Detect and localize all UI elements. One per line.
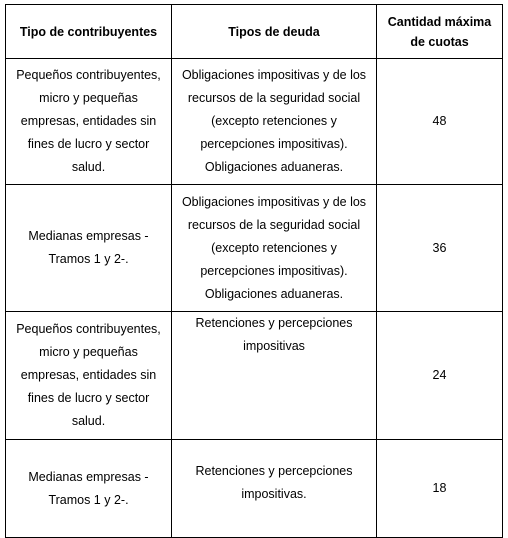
table-row	[6, 59, 503, 185]
table-row	[6, 440, 503, 538]
cell-tipo-contribuyentes: Pequeños contribuyentes, micro y pequeñas empresas, entidades sin fines de lucro y sector salud.	[6, 312, 172, 440]
cell-cuotas: 48	[377, 59, 503, 185]
header-tipo-contribuyentes: Tipo de contribuyentes	[6, 5, 172, 59]
table-body	[6, 59, 503, 538]
cell-cuotas: 36	[377, 185, 503, 312]
cell-tipo-contribuyentes: Medianas empresas - Tramos 1 y 2-.	[6, 440, 172, 538]
cell-tipos-deuda: Retenciones y percepciones impositivas.	[172, 440, 377, 538]
header-cantidad-cuotas: Cantidad máxima de cuotas	[377, 5, 503, 59]
installments-table	[5, 4, 503, 538]
table-header	[6, 5, 503, 59]
cell-cuotas: 24	[377, 312, 503, 440]
cell-tipo-contribuyentes: Medianas empresas - Tramos 1 y 2-.	[6, 185, 172, 312]
cell-tipos-deuda: Obligaciones impositivas y de los recursos de la seguridad social (excepto retenciones y percepciones impositivas). Obligaciones aduaneras.	[172, 59, 377, 185]
cell-cuotas: 18	[377, 440, 503, 538]
cell-tipos-deuda: Obligaciones impositivas y de los recursos de la seguridad social (excepto retenciones y percepciones impositivas). Obligaciones aduaneras.	[172, 185, 377, 312]
header-tipos-deuda: Tipos de deuda	[172, 5, 377, 59]
table-row	[6, 312, 503, 440]
cell-tipos-deuda: Retenciones y percepciones impositivas	[172, 312, 377, 440]
header-row	[6, 5, 503, 59]
table-row	[6, 185, 503, 312]
cell-tipo-contribuyentes: Pequeños contribuyentes, micro y pequeñas empresas, entidades sin fines de lucro y sector salud.	[6, 59, 172, 185]
